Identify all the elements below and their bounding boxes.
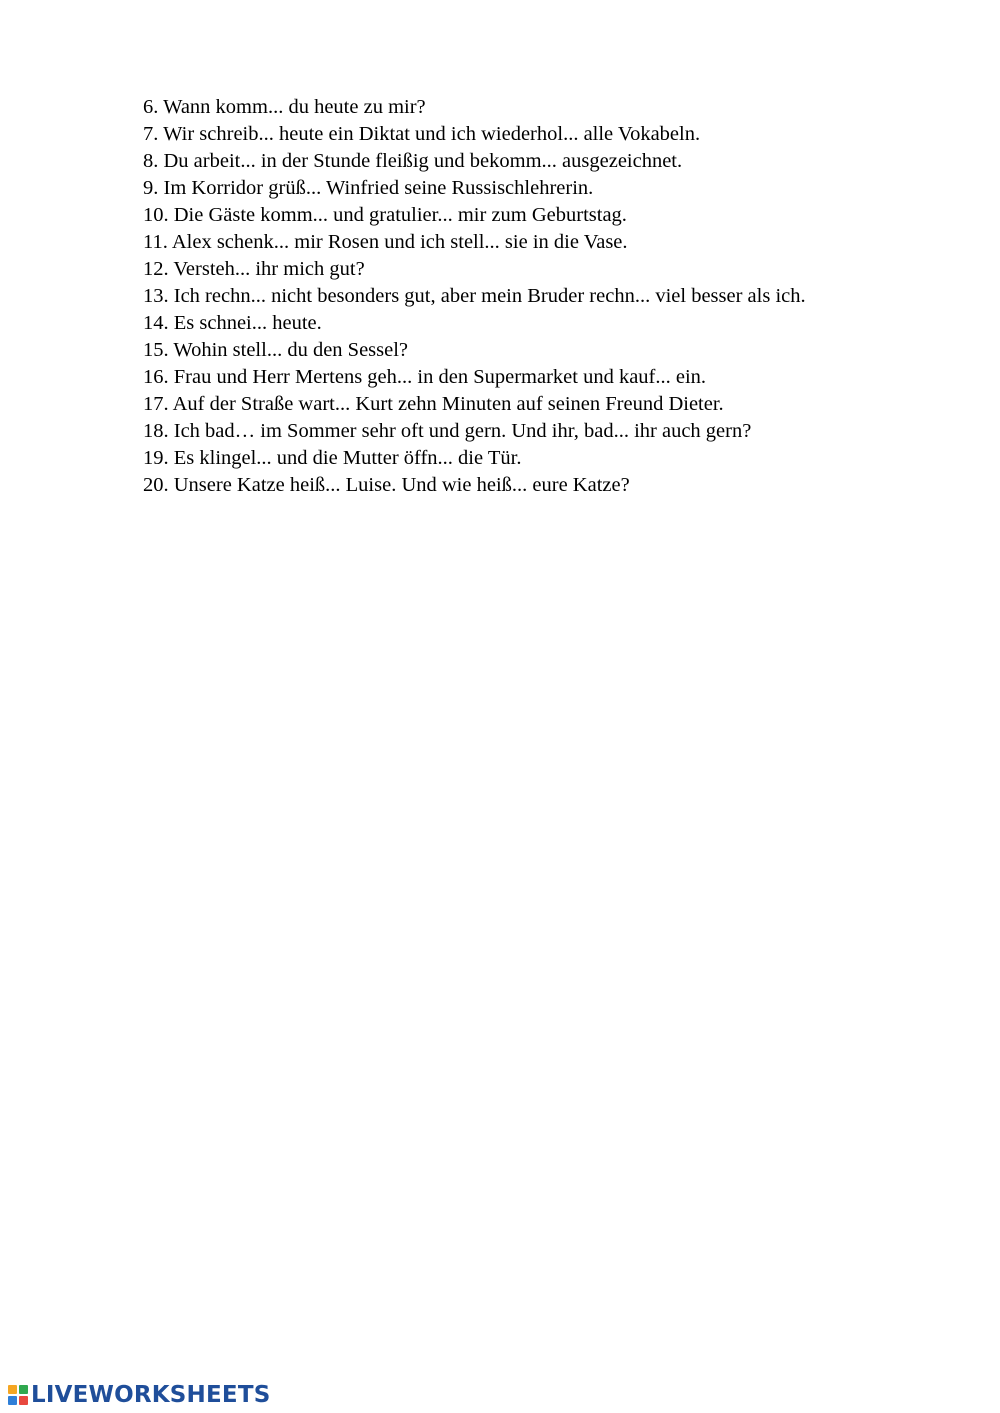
exercise-item: 16. Frau und Herr Mertens geh... in den Supermarket und kauf... ein.	[143, 366, 707, 388]
exercise-list	[143, 94, 806, 499]
exercise-item: 9. Im Korridor grüß... Winfried seine Russischlehrerin.	[143, 177, 594, 199]
exercise-item: 18. Ich bad… im Sommer sehr oft und gern. Und ihr, bad... ihr auch gern?	[143, 420, 752, 442]
liveworksheets-logo	[8, 1382, 270, 1408]
exercise-item: 8. Du arbeit... in der Stunde fleißig und bekomm... ausgezeichnet.	[143, 150, 683, 172]
exercise-item: 19. Es klingel... und die Mutter öffn... die Tür.	[143, 447, 522, 469]
exercise-item: 7. Wir schreib... heute ein Diktat und ich wiederhol... alle Vokabeln.	[143, 123, 701, 145]
exercise-item: 17. Auf der Straße wart... Kurt zehn Minuten auf seinen Freund Dieter.	[143, 393, 724, 415]
logo-square-icon	[19, 1385, 28, 1394]
exercise-item: 13. Ich rechn... nicht besonders gut, aber mein Bruder rechn... viel besser als ich.	[143, 285, 806, 307]
exercise-item: 20. Unsere Katze heiß... Luise. Und wie heiß... eure Katze?	[143, 474, 630, 496]
exercise-item: 11. Alex schenk... mir Rosen und ich stell... sie in die Vase.	[143, 231, 628, 253]
exercise-item: 14. Es schnei... heute.	[143, 312, 322, 334]
logo-square-icon	[8, 1385, 17, 1394]
exercise-item: 6. Wann komm... du heute zu mir?	[143, 96, 426, 118]
logo-text: LIVEWORKSHEETS	[31, 1382, 271, 1408]
exercise-item: 15. Wohin stell... du den Sessel?	[143, 339, 409, 361]
logo-square-icon	[8, 1396, 17, 1405]
logo-square-icon	[19, 1396, 28, 1405]
exercise-item: 10. Die Gäste komm... und gratulier... mir zum Geburtstag.	[143, 204, 627, 226]
exercise-item: 12. Versteh... ihr mich gut?	[143, 258, 365, 280]
liveworksheets-logo-icon	[8, 1385, 28, 1405]
